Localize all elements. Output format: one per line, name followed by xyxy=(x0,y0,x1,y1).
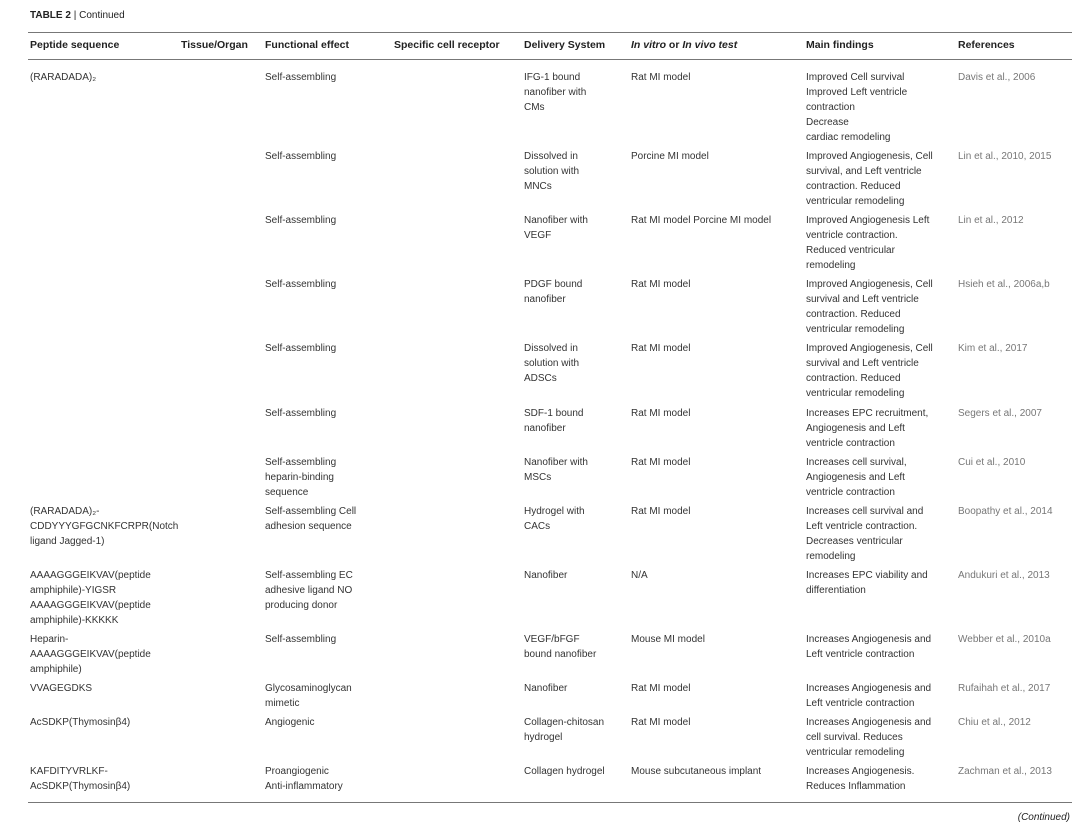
cell-effect: Self-assembling xyxy=(265,343,337,354)
cell-reference: Zachman et al., 2013 xyxy=(958,766,1052,777)
cell-peptide: AAAAGGGEIKVAV(peptide amphiphile)-YIGSR AAAAGGGEIKVAV(peptide amphiphile)-KKKKK xyxy=(30,570,151,627)
cell-reference: Boopathy et al., 2014 xyxy=(958,506,1053,517)
cell-findings: Increases Angiogenesis and cell survival. Reduces ventricular remodeling xyxy=(806,717,932,759)
cell-effect: Self-assembling Cell adhesion sequence xyxy=(265,506,357,533)
cell-delivery: Nanofiber xyxy=(524,570,568,581)
cell-effect: Self-assembling xyxy=(265,408,337,419)
cell-delivery: SDF-1 bound nanofiber xyxy=(524,408,584,435)
cell-test: Mouse MI model xyxy=(631,634,705,645)
cell-findings: Improved Angiogenesis, Cell survival and Left ventricle contraction. Reduced ventricular remodeling xyxy=(806,343,933,400)
cell-reference: Chiu et al., 2012 xyxy=(958,717,1031,728)
cell-findings: Increases EPC recruitment, Angiogenesis and Left ventricle contraction xyxy=(806,408,929,450)
cell-effect: Self-assembling xyxy=(265,215,337,226)
cell-findings: Improved Angiogenesis Left ventricle contraction. Reduced ventricular remodeling xyxy=(806,215,930,272)
cell-peptide: KAFDITYVRLKF- AcSDKP(Thymosinβ4) xyxy=(30,766,131,793)
cell-findings: Increases EPC viability and differentiation xyxy=(806,570,928,597)
header-findings: Main findings xyxy=(806,39,874,51)
bottom-rule xyxy=(28,802,1072,803)
cell-delivery: Collagen-chitosan hydrogel xyxy=(524,717,605,744)
cell-peptide: (RARADADA)₂ xyxy=(30,72,97,83)
cell-reference: Cui et al., 2010 xyxy=(958,457,1026,468)
cell-peptide: (RARADADA)₂- CDDYYYGFGCNKFCRPR(Notch ligand Jagged-1) xyxy=(30,506,179,548)
cell-peptide: VVAGEGDKS xyxy=(30,683,93,694)
cell-reference: Kim et al., 2017 xyxy=(958,343,1028,354)
header-test-vivo: In vivo test xyxy=(682,39,738,51)
cell-effect: Self-assembling xyxy=(265,72,337,83)
top-rule xyxy=(28,32,1072,33)
header-peptide: Peptide sequence xyxy=(30,39,120,51)
cell-test: Rat MI model xyxy=(631,717,691,728)
cell-findings: Improved Angiogenesis, Cell survival, and Left ventricle contraction. Reduced ventricular remodeling xyxy=(806,151,933,208)
cell-delivery: Nanofiber with VEGF xyxy=(524,215,588,242)
cell-effect: Self-assembling xyxy=(265,634,337,645)
cell-effect: Glycosaminoglycan mimetic xyxy=(265,683,352,710)
cell-reference: Segers et al., 2007 xyxy=(958,408,1042,419)
cell-reference: Hsieh et al., 2006a,b xyxy=(958,279,1050,290)
cell-delivery: Collagen hydrogel xyxy=(524,766,605,777)
cell-reference: Rufaihah et al., 2017 xyxy=(958,683,1051,694)
cell-delivery: IFG-1 bound nanofiber with CMs xyxy=(524,72,587,114)
cell-effect: Self-assembling xyxy=(265,151,337,162)
cell-test: Rat MI model Porcine MI model xyxy=(631,215,772,226)
cell-delivery: Dissolved in solution with ADSCs xyxy=(524,343,580,385)
cell-test: Mouse subcutaneous implant xyxy=(631,766,762,777)
cell-delivery: VEGF/bFGF bound nanofiber xyxy=(524,634,597,661)
cell-peptide: AcSDKP(Thymosinβ4) xyxy=(30,717,131,728)
cell-reference: Andukuri et al., 2013 xyxy=(958,570,1050,581)
cell-delivery: Dissolved in solution with MNCs xyxy=(524,151,580,193)
caption-text: Continued xyxy=(79,10,125,21)
table-label: TABLE 2 xyxy=(30,10,71,21)
cell-test: Rat MI model xyxy=(631,683,691,694)
cell-effect: Self-assembling EC adhesive ligand NO producing donor xyxy=(265,570,353,612)
cell-delivery: Hydrogel with CACs xyxy=(524,506,585,533)
cell-test: N/A xyxy=(631,570,648,581)
cell-effect: Proangiogenic Anti-inflammatory xyxy=(265,766,343,793)
cell-effect: Self-assembling xyxy=(265,279,337,290)
cell-test: Rat MI model xyxy=(631,506,691,517)
continued-note: (Continued) xyxy=(1017,812,1070,823)
cell-findings: Improved Cell survival Improved Left ventricle contraction Decrease cardiac remodeling xyxy=(806,72,908,144)
cell-reference: Lin et al., 2012 xyxy=(958,215,1024,226)
cell-test: Rat MI model xyxy=(631,343,691,354)
cell-findings: Increases cell survival and Left ventricle contraction. Decreases ventricular remodeling xyxy=(806,506,924,563)
cell-findings: Improved Angiogenesis, Cell survival and Left ventricle contraction. Reduced ventricular remodeling xyxy=(806,279,933,336)
cell-test: Rat MI model xyxy=(631,279,691,290)
header-rule xyxy=(28,59,1072,60)
cell-test: Rat MI model xyxy=(631,457,691,468)
cell-findings: Increases Angiogenesis and Left ventricle contraction xyxy=(806,634,932,661)
header-receptor: Specific cell receptor xyxy=(394,39,500,51)
cell-test: Porcine MI model xyxy=(631,151,709,162)
caption-separator: | xyxy=(70,10,80,21)
cell-findings: Increases Angiogenesis. Reduces Inflammation xyxy=(806,766,915,793)
header-test-vitro: In vitro xyxy=(631,39,667,51)
cell-effect: Self-assembling heparin-binding sequence xyxy=(265,457,337,499)
header-effect: Functional effect xyxy=(265,39,350,51)
cell-delivery: PDGF bound nanofiber xyxy=(524,279,583,306)
cell-delivery: Nanofiber with MSCs xyxy=(524,457,588,484)
cell-effect: Angiogenic xyxy=(265,717,315,728)
header-test xyxy=(631,39,737,51)
cell-findings: Increases Angiogenesis and Left ventricle contraction xyxy=(806,683,932,710)
cell-reference: Lin et al., 2010, 2015 xyxy=(958,151,1052,162)
header-references: References xyxy=(958,39,1015,51)
header-tissue: Tissue/Organ xyxy=(181,39,248,51)
cell-delivery: Nanofiber xyxy=(524,683,568,694)
header-delivery: Delivery System xyxy=(524,39,606,51)
cell-reference: Davis et al., 2006 xyxy=(958,72,1036,83)
cell-peptide: Heparin- AAAAGGGEIKVAV(peptide amphiphile) xyxy=(30,634,151,676)
table-caption xyxy=(30,10,125,21)
cell-reference: Webber et al., 2010a xyxy=(958,634,1051,645)
cell-test: Rat MI model xyxy=(631,72,691,83)
header-test-or: or xyxy=(666,39,683,51)
cell-findings: Increases cell survival, Angiogenesis and Left ventricle contraction xyxy=(806,457,907,499)
cell-test: Rat MI model xyxy=(631,408,691,419)
